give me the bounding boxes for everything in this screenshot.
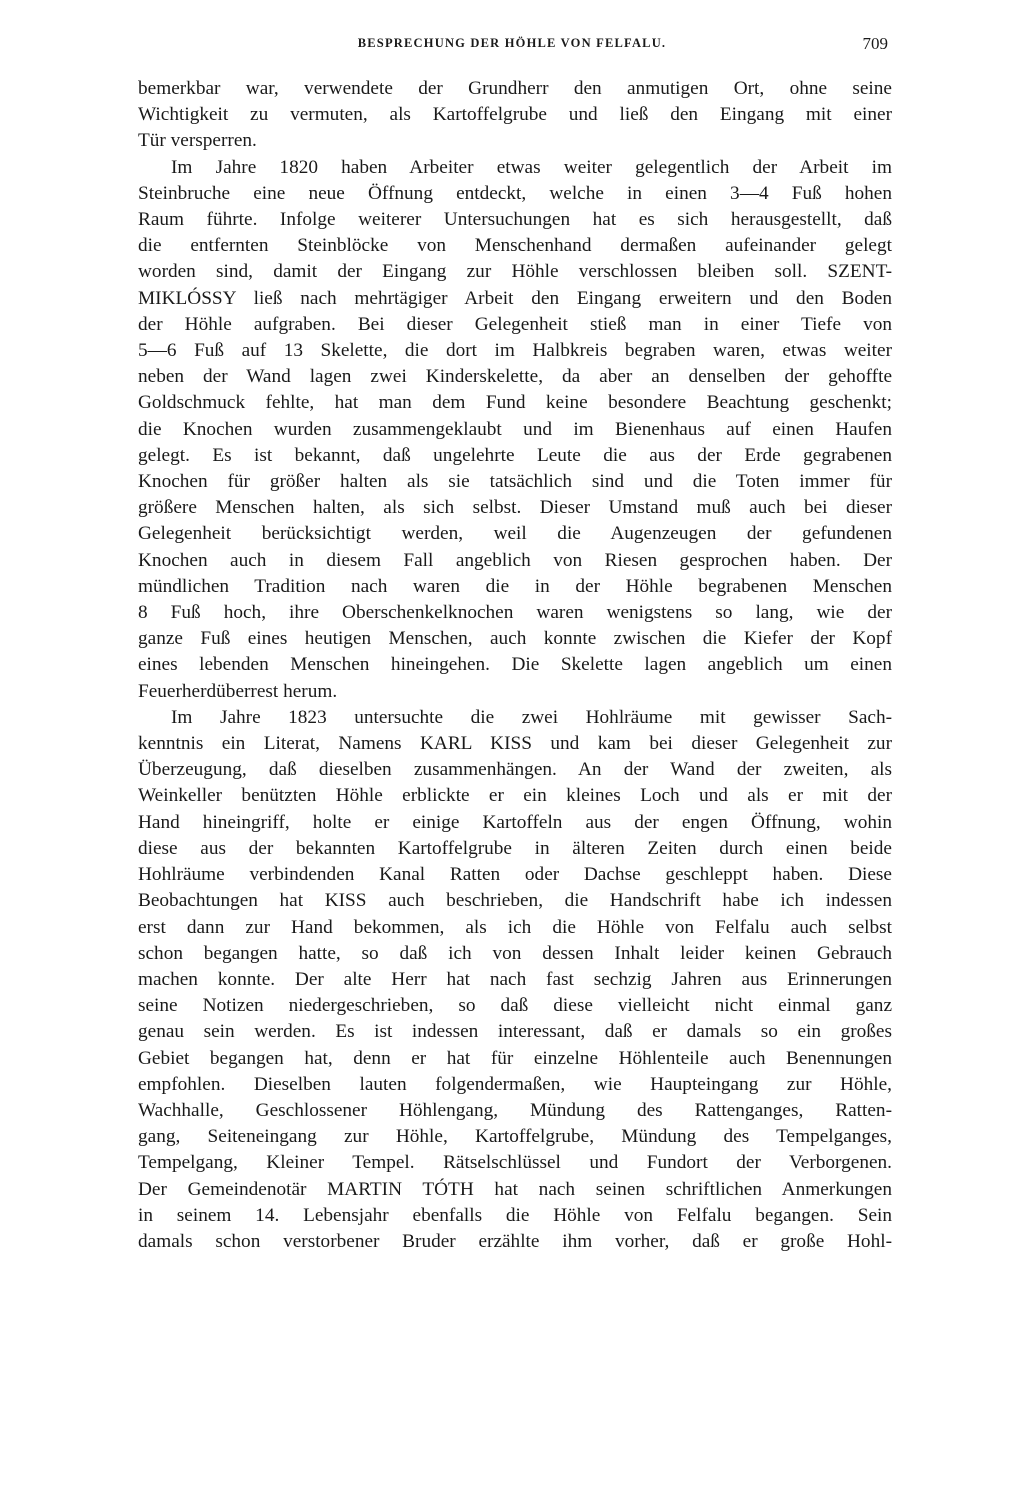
text-line: MIKLÓSSY ließ nach mehrtägiger Arbeit den Eingang erweitern und den Boden — [138, 287, 892, 309]
text-line: kenntnis ein Literat, Namens KARL KISS und kam bei dieser Gelegenheit zur — [138, 733, 892, 755]
text-line: die Knochen wurden zusammengeklaubt und im Bienenhaus auf einen Haufen — [138, 418, 892, 440]
text-line: in seinem 14. Lebensjahr ebenfalls die Höhle von Felfalu begangen. Sein — [138, 1204, 892, 1226]
text-line: Gelegenheit berücksichtigt werden, weil die Augenzeugen der gefundenen — [138, 523, 892, 545]
text-line: Im Jahre 1820 haben Arbeiter etwas weiter gelegentlich der Arbeit im — [171, 156, 892, 178]
text-line: worden sind, damit der Eingang zur Höhle verschlossen bleiben soll. SZENT- — [138, 261, 892, 283]
text-line: Goldschmuck fehlte, hat man dem Fund keine besondere Beachtung geschenkt; — [138, 392, 892, 414]
text-line: eines lebenden Menschen hineingehen. Die Skelette lagen angeblich um einen — [138, 654, 892, 676]
text-line: 8 Fuß hoch, ihre Oberschenkelknochen waren wenigstens so lang, wie der — [138, 602, 892, 624]
text-line: empfohlen. Dieselben lauten folgendermaßen, wie Haupteingang zur Höhle, — [138, 1073, 892, 1095]
text-line: Knochen für größer halten als sie tatsächlich sind und die Toten immer für — [138, 471, 892, 493]
text-line: Der Gemeindenotär MARTIN TÓTH hat nach seinen schriftlichen Anmerkungen — [138, 1178, 892, 1200]
text-line: Im Jahre 1823 untersuchte die zwei Hohlräume mit gewisser Sach- — [171, 706, 892, 728]
text-line: Feuerherdüberrest herum. — [138, 680, 338, 702]
text-line: der Höhle aufgraben. Bei dieser Gelegenheit stieß man in einer Tiefe von — [138, 313, 892, 335]
text-line: ganze Fuß eines heutigen Menschen, auch konnte zwischen die Kiefer der Kopf — [138, 628, 892, 650]
text-line: bemerkbar war, verwendete der Grundherr den anmutigen Ort, ohne seine — [138, 78, 892, 99]
text-line: die entfernten Steinblöcke von Menschenhand dermaßen aufeinander gelegt — [138, 235, 892, 257]
text-line: Wachhalle, Geschlossener Höhlengang, Mündung des Rattenganges, Ratten- — [138, 1099, 892, 1121]
text-line: Knochen auch in diesem Fall angeblich von Riesen gesprochen haben. Der — [138, 549, 892, 571]
text-line: größere Menschen halten, als sich selbst. Dieser Umstand muß auch bei dieser — [138, 497, 892, 519]
text-line: Tempelgang, Kleiner Tempel. Rätselschlüssel und Fundort der Verborgenen. — [138, 1152, 892, 1174]
page-header — [0, 34, 1024, 56]
text-line: seine Notizen niedergeschrieben, so daß diese vielleicht nicht einmal ganz — [138, 995, 892, 1017]
text-line: Hand hineingriff, holte er einige Kartoffeln aus der engen Öffnung, wohin — [138, 811, 892, 833]
body-text — [138, 76, 892, 1255]
text-line: Hohlräume verbindenden Kanal Ratten oder Dachse geschleppt haben. Diese — [138, 864, 892, 886]
text-line: machen konnte. Der alte Herr hat nach fast sechzig Jahren aus Erinnerungen — [138, 968, 892, 990]
text-line: genau sein werden. Es ist indessen interessant, daß er damals so ein großes — [138, 1021, 892, 1043]
text-line: Raum führte. Infolge weiterer Untersuchungen hat es sich herausgestellt, daß — [138, 209, 892, 231]
page-number: 709 — [862, 34, 888, 53]
text-line: Gebiet begangen hat, denn er hat für einzelne Höhlenteile auch Benennungen — [138, 1047, 892, 1069]
text-line: diese aus der bekannten Kartoffelgrube in älteren Zeiten durch einen beide — [138, 837, 892, 859]
text-line: Beobachtungen hat KISS auch beschrieben, die Handschrift habe ich indessen — [138, 890, 892, 912]
text-line: gelegt. Es ist bekannt, daß ungelehrte Leute die aus der Erde gegrabenen — [138, 444, 892, 466]
text-line: 5—6 Fuß auf 13 Skelette, die dort im Halbkreis begraben waren, etwas weiter — [138, 340, 892, 362]
text-line: Tür versperren. — [138, 130, 257, 152]
text-line: mündlichen Tradition nach waren die in der Höhle begrabenen Menschen — [138, 575, 892, 597]
text-line: gang, Seiteneingang zur Höhle, Kartoffelgrube, Mündung des Tempelganges, — [138, 1126, 892, 1148]
running-head: BESPRECHUNG DER HÖHLE VON FELFALU. — [357, 36, 667, 50]
text-line: Wichtigkeit zu vermuten, als Kartoffelgrube und ließ den Eingang mit einer — [138, 104, 892, 126]
text-line: schon begangen hatte, so daß ich von dessen Inhalt leider keinen Gebrauch — [138, 942, 892, 964]
text-line: damals schon verstorbener Bruder erzählte ihm vorher, daß er große Hohl- — [138, 1230, 892, 1252]
text-line: Weinkeller benützten Höhle erblickte er ein kleines Loch und als er mit der — [138, 785, 892, 807]
text-line: Überzeugung, daß dieselben zusammenhängen. An der Wand der zweiten, als — [138, 759, 892, 781]
text-line: neben der Wand lagen zwei Kinderskelette, da aber an denselben der gehoffte — [138, 366, 892, 388]
text-line: Steinbruche eine neue Öffnung entdeckt, welche in einen 3—4 Fuß hohen — [138, 182, 892, 204]
text-line: erst dann zur Hand bekommen, als ich die Höhle von Felfalu auch selbst — [138, 916, 892, 938]
